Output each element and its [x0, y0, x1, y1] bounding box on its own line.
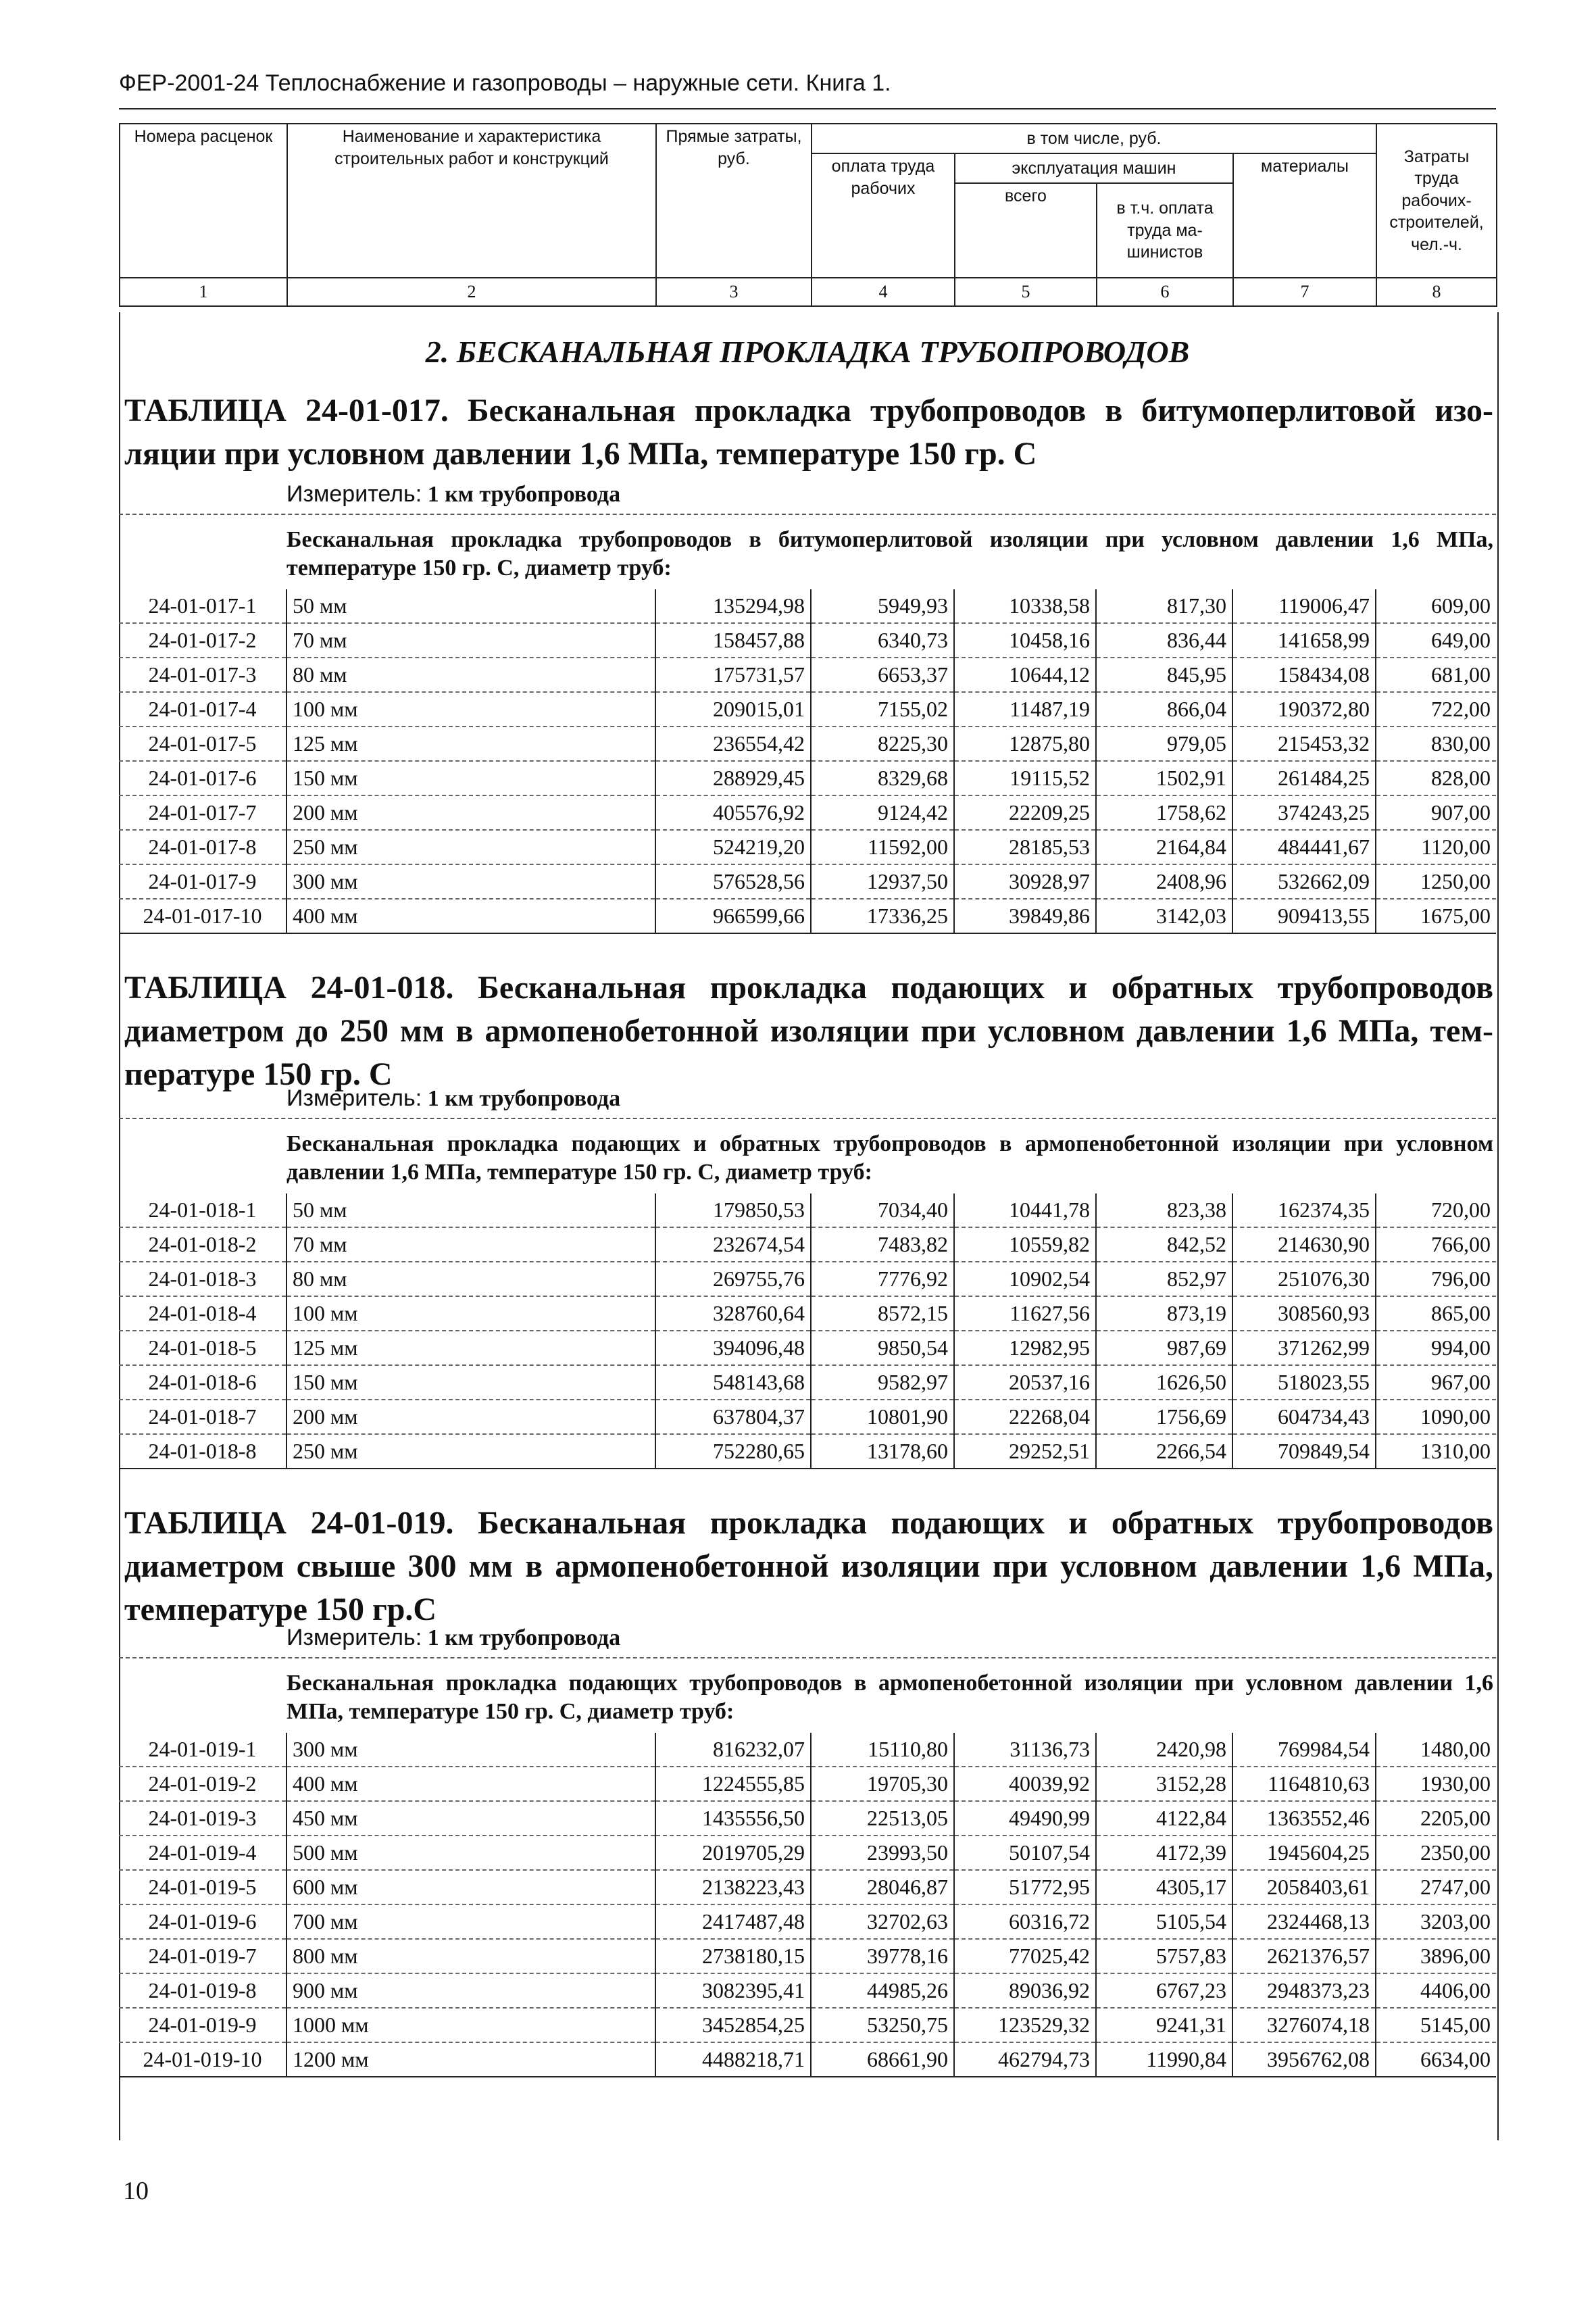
materials-cost: 1363552,46 — [1232, 1801, 1376, 1836]
meter-value: 1 км трубопровода — [427, 1086, 621, 1111]
direct-costs: 135294,98 — [655, 589, 811, 623]
pipe-diameter: 150 мм — [286, 761, 655, 795]
rate-code: 24-01-018-6 — [119, 1365, 286, 1400]
machines-labor-pay: 3152,28 — [1096, 1767, 1232, 1801]
machines-labor-pay: 4172,39 — [1096, 1836, 1232, 1870]
rate-code: 24-01-017-9 — [119, 864, 286, 899]
rate-code: 24-01-017-3 — [119, 658, 286, 692]
machines-total: 22268,04 — [954, 1400, 1096, 1434]
meter-018 — [286, 1085, 620, 1112]
materials-cost: 251076,30 — [1232, 1262, 1376, 1296]
direct-costs: 269755,76 — [655, 1262, 811, 1296]
section-title: 2. БЕСКАНАЛЬНАЯ ПРОКЛАДКА ТРУБОПРОВОДОВ — [425, 335, 1190, 369]
labor-hours: 1250,00 — [1376, 864, 1496, 899]
machines-labor-pay: 979,05 — [1096, 727, 1232, 761]
materials-cost: 374243,25 — [1232, 795, 1376, 830]
pipe-diameter: 80 мм — [286, 1262, 655, 1296]
group-heading-017: Бесканальная прокладка трубопроводов в битумоперлитовой изоляции при условном давлении 1,6 МПа, температуре 150 гр. С, диаметр труб: — [286, 527, 1493, 581]
table-row — [119, 899, 1496, 933]
table-title-018: ТАБЛИЦА 24-01-018. Бесканальная прокладка подающих и обратных трубопроводов диаметром до 250 мм в армопенобетонной изоляции при условном давлении 1,6 МПа, тем-пературе 150 гр. С — [124, 970, 1493, 1092]
labor-hours: 649,00 — [1376, 623, 1496, 658]
pipe-diameter: 200 мм — [286, 795, 655, 830]
table-row — [119, 795, 1496, 830]
machines-total: 12875,80 — [954, 727, 1096, 761]
machines-total: 29252,51 — [954, 1434, 1096, 1469]
materials-cost: 2324468,13 — [1232, 1904, 1376, 1939]
machines-labor-pay: 1626,50 — [1096, 1365, 1232, 1400]
machines-total: 77025,42 — [954, 1939, 1096, 1973]
direct-costs: 236554,42 — [655, 727, 811, 761]
machines-labor-pay: 3142,03 — [1096, 899, 1232, 933]
machines-total: 22209,25 — [954, 795, 1096, 830]
machines-labor-pay: 987,69 — [1096, 1331, 1232, 1365]
materials-cost: 2058403,61 — [1232, 1870, 1376, 1904]
meter-value: 1 км трубопровода — [427, 482, 621, 507]
labor-pay: 5949,93 — [811, 589, 954, 623]
pipe-diameter: 125 мм — [286, 727, 655, 761]
labor-pay: 44985,26 — [811, 1973, 954, 2008]
labor-hours: 796,00 — [1376, 1262, 1496, 1296]
pipe-diameter: 700 мм — [286, 1904, 655, 1939]
direct-costs: 4488218,71 — [655, 2042, 811, 2077]
materials-cost: 119006,47 — [1232, 589, 1376, 623]
table-row — [119, 1836, 1496, 1870]
materials-cost: 158434,08 — [1232, 658, 1376, 692]
header-including: в том числе, руб. — [812, 124, 1376, 153]
rate-code: 24-01-017-7 — [119, 795, 286, 830]
running-header: ФЕР-2001-24 Теплоснабжение и газопроводы – наружные сети. Книга 1. — [119, 70, 891, 96]
pipe-diameter: 150 мм — [286, 1365, 655, 1400]
rate-code: 24-01-019-8 — [119, 1973, 286, 2008]
machines-labor-pay: 852,97 — [1096, 1262, 1232, 1296]
header-num-7: 7 — [1233, 278, 1376, 306]
direct-costs: 576528,56 — [655, 864, 811, 899]
rate-code: 24-01-019-6 — [119, 1904, 286, 1939]
labor-pay: 39778,16 — [811, 1939, 954, 1973]
pipe-diameter: 1200 мм — [286, 2042, 655, 2077]
machines-total: 39849,86 — [954, 899, 1096, 933]
materials-cost: 3276074,18 — [1232, 2008, 1376, 2042]
labor-pay: 7034,40 — [811, 1193, 954, 1227]
materials-cost: 3956762,08 — [1232, 2042, 1376, 2077]
pipe-diameter: 800 мм — [286, 1939, 655, 1973]
machines-total: 30928,97 — [954, 864, 1096, 899]
divider-018 — [119, 1118, 1496, 1119]
direct-costs: 548143,68 — [655, 1365, 811, 1400]
labor-hours: 2350,00 — [1376, 1836, 1496, 1870]
labor-hours: 1480,00 — [1376, 1733, 1496, 1767]
header-rule — [119, 108, 1496, 109]
table-row — [119, 1870, 1496, 1904]
machines-total: 50107,54 — [954, 1836, 1096, 1870]
direct-costs: 1435556,50 — [655, 1801, 811, 1836]
pipe-diameter: 70 мм — [286, 623, 655, 658]
labor-hours: 865,00 — [1376, 1296, 1496, 1331]
header-machines: эксплуатация машин — [955, 153, 1233, 183]
materials-cost: 308560,93 — [1232, 1296, 1376, 1331]
page-number: 10 — [123, 2177, 149, 2205]
header-col-materials: материалы — [1233, 153, 1376, 278]
labor-hours: 1120,00 — [1376, 830, 1496, 864]
labor-pay: 7155,02 — [811, 692, 954, 727]
rates-table-019 — [119, 1733, 1496, 2077]
table-row — [119, 1434, 1496, 1469]
machines-total: 89036,92 — [954, 1973, 1096, 2008]
pipe-diameter: 100 мм — [286, 1296, 655, 1331]
direct-costs: 288929,45 — [655, 761, 811, 795]
labor-pay: 28046,87 — [811, 1870, 954, 1904]
machines-labor-pay: 2164,84 — [1096, 830, 1232, 864]
labor-hours: 2205,00 — [1376, 1801, 1496, 1836]
table-row — [119, 1296, 1496, 1331]
machines-total: 10458,16 — [954, 623, 1096, 658]
machines-labor-pay: 11990,84 — [1096, 2042, 1232, 2077]
machines-total: 31136,73 — [954, 1733, 1096, 1767]
machines-total: 12982,95 — [954, 1331, 1096, 1365]
labor-pay: 6653,37 — [811, 658, 954, 692]
direct-costs: 209015,01 — [655, 692, 811, 727]
pipe-diameter: 500 мм — [286, 1836, 655, 1870]
materials-cost: 2621376,57 — [1232, 1939, 1376, 1973]
group-heading-019: Бесканальная прокладка подающих трубопроводов в армопенобетонной изоляции при условном давлении 1,6 МПа, температуре 150 гр. С, диаметр труб: — [286, 1671, 1493, 1724]
divider-017 — [119, 514, 1496, 515]
rate-code: 24-01-017-5 — [119, 727, 286, 761]
header-col-machines-total: всего — [955, 183, 1097, 278]
table-row — [119, 1733, 1496, 1767]
labor-hours: 994,00 — [1376, 1331, 1496, 1365]
rate-code: 24-01-018-8 — [119, 1434, 286, 1469]
rate-code: 24-01-019-5 — [119, 1870, 286, 1904]
labor-hours: 3896,00 — [1376, 1939, 1496, 1973]
header-col-direct-costs: Прямые затраты, руб. — [656, 124, 812, 278]
labor-hours: 1675,00 — [1376, 899, 1496, 933]
rate-code: 24-01-019-7 — [119, 1939, 286, 1973]
labor-hours: 609,00 — [1376, 589, 1496, 623]
header-num-1: 1 — [120, 278, 287, 306]
table-row — [119, 1193, 1496, 1227]
materials-cost: 1164810,63 — [1232, 1767, 1376, 1801]
rate-code: 24-01-018-3 — [119, 1262, 286, 1296]
pipe-diameter: 80 мм — [286, 658, 655, 692]
table-row — [119, 761, 1496, 795]
labor-hours: 3203,00 — [1376, 1904, 1496, 1939]
direct-costs: 179850,53 — [655, 1193, 811, 1227]
header-num-5: 5 — [955, 278, 1097, 306]
pipe-diameter: 100 мм — [286, 692, 655, 727]
pipe-diameter: 125 мм — [286, 1331, 655, 1365]
pipe-diameter: 600 мм — [286, 1870, 655, 1904]
labor-pay: 15110,80 — [811, 1733, 954, 1767]
header-num-2: 2 — [287, 278, 656, 306]
table-row — [119, 727, 1496, 761]
labor-hours: 681,00 — [1376, 658, 1496, 692]
rate-code: 24-01-019-1 — [119, 1733, 286, 1767]
table-title-019: ТАБЛИЦА 24-01-019. Бесканальная прокладка подающих и обратных трубопроводов диаметром свыше 300 мм в армопенобетонной изоляции при условном давлении 1,6 МПа, температуре 150 гр.С — [124, 1505, 1493, 1627]
materials-cost: 162374,35 — [1232, 1193, 1376, 1227]
table-row — [119, 658, 1496, 692]
table-row — [119, 1801, 1496, 1836]
labor-hours: 907,00 — [1376, 795, 1496, 830]
table-title-017: ТАБЛИЦА 24-01-017. Бесканальная прокладка трубопроводов в битумоперлитовой изо-ляции при условном давлении 1,6 МПа, температуре 150 гр. С — [124, 393, 1493, 472]
machines-labor-pay: 823,38 — [1096, 1193, 1232, 1227]
table-row — [119, 1767, 1496, 1801]
pipe-diameter: 50 мм — [286, 1193, 655, 1227]
direct-costs: 328760,64 — [655, 1296, 811, 1331]
header-num-6: 6 — [1097, 278, 1233, 306]
rate-code: 24-01-019-3 — [119, 1801, 286, 1836]
labor-pay: 9582,97 — [811, 1365, 954, 1400]
rate-code: 24-01-017-4 — [119, 692, 286, 727]
pipe-diameter: 300 мм — [286, 864, 655, 899]
rates-table-017 — [119, 589, 1496, 934]
divider-019 — [119, 1657, 1496, 1658]
labor-pay: 8329,68 — [811, 761, 954, 795]
group-heading-018: Бесканальная прокладка подающих и обратных трубопроводов в армопенобетонной изоляции при условном давлении 1,6 МПа, температуре 150 гр. С, диаметр труб: — [286, 1131, 1493, 1185]
machines-labor-pay: 842,52 — [1096, 1227, 1232, 1262]
labor-hours: 967,00 — [1376, 1365, 1496, 1400]
labor-hours: 6634,00 — [1376, 2042, 1496, 2077]
table-row — [119, 623, 1496, 658]
table-row — [119, 692, 1496, 727]
header-col-labor-pay: оплата труда рабочих — [812, 153, 955, 278]
rate-code: 24-01-018-4 — [119, 1296, 286, 1331]
rate-code: 24-01-017-8 — [119, 830, 286, 864]
header-col-labor-hours: Затраты труда рабочих-строителей, чел.-ч. — [1376, 124, 1497, 278]
machines-labor-pay: 2408,96 — [1096, 864, 1232, 899]
direct-costs: 816232,07 — [655, 1733, 811, 1767]
direct-costs: 2138223,43 — [655, 1870, 811, 1904]
table-row — [119, 1365, 1496, 1400]
labor-pay: 68661,90 — [811, 2042, 954, 2077]
labor-pay: 53250,75 — [811, 2008, 954, 2042]
machines-labor-pay: 4305,17 — [1096, 1870, 1232, 1904]
labor-pay: 6340,73 — [811, 623, 954, 658]
materials-cost: 532662,09 — [1232, 864, 1376, 899]
machines-total: 10902,54 — [954, 1262, 1096, 1296]
machines-total: 51772,95 — [954, 1870, 1096, 1904]
direct-costs: 752280,65 — [655, 1434, 811, 1469]
pipe-diameter: 400 мм — [286, 1767, 655, 1801]
direct-costs: 524219,20 — [655, 830, 811, 864]
pipe-diameter: 300 мм — [286, 1733, 655, 1767]
direct-costs: 158457,88 — [655, 623, 811, 658]
header-col-number: Номера расценок — [120, 124, 287, 278]
machines-total: 28185,53 — [954, 830, 1096, 864]
materials-cost: 141658,99 — [1232, 623, 1376, 658]
rate-code: 24-01-019-4 — [119, 1836, 286, 1870]
labor-pay: 13178,60 — [811, 1434, 954, 1469]
header-num-4: 4 — [812, 278, 955, 306]
labor-hours: 766,00 — [1376, 1227, 1496, 1262]
machines-labor-pay: 845,95 — [1096, 658, 1232, 692]
machines-labor-pay: 4122,84 — [1096, 1801, 1232, 1836]
machines-total: 10644,12 — [954, 658, 1096, 692]
materials-cost: 371262,99 — [1232, 1331, 1376, 1365]
machines-labor-pay: 5757,83 — [1096, 1939, 1232, 1973]
materials-cost: 1945604,25 — [1232, 1836, 1376, 1870]
column-header-table — [119, 123, 1497, 307]
labor-pay: 22513,05 — [811, 1801, 954, 1836]
machines-total: 123529,32 — [954, 2008, 1096, 2042]
machines-total: 60316,72 — [954, 1904, 1096, 1939]
materials-cost: 215453,32 — [1232, 727, 1376, 761]
machines-labor-pay: 1502,91 — [1096, 761, 1232, 795]
labor-pay: 12937,50 — [811, 864, 954, 899]
labor-pay: 23993,50 — [811, 1836, 954, 1870]
direct-costs: 637804,37 — [655, 1400, 811, 1434]
machines-total: 10338,58 — [954, 589, 1096, 623]
labor-pay: 19705,30 — [811, 1767, 954, 1801]
machines-labor-pay: 1758,62 — [1096, 795, 1232, 830]
rates-table-018 — [119, 1193, 1496, 1469]
materials-cost: 2948373,23 — [1232, 1973, 1376, 2008]
labor-hours: 722,00 — [1376, 692, 1496, 727]
labor-hours: 1310,00 — [1376, 1434, 1496, 1469]
labor-pay: 8572,15 — [811, 1296, 954, 1331]
labor-hours: 828,00 — [1376, 761, 1496, 795]
direct-costs: 2738180,15 — [655, 1939, 811, 1973]
labor-hours: 830,00 — [1376, 727, 1496, 761]
machines-labor-pay: 873,19 — [1096, 1296, 1232, 1331]
rate-code: 24-01-019-10 — [119, 2042, 286, 2077]
table-row — [119, 1973, 1496, 2008]
table-row — [119, 864, 1496, 899]
direct-costs: 2417487,48 — [655, 1904, 811, 1939]
materials-cost: 909413,55 — [1232, 899, 1376, 933]
labor-pay: 32702,63 — [811, 1904, 954, 1939]
labor-pay: 10801,90 — [811, 1400, 954, 1434]
materials-cost: 190372,80 — [1232, 692, 1376, 727]
rate-code: 24-01-017-2 — [119, 623, 286, 658]
machines-labor-pay: 866,04 — [1096, 692, 1232, 727]
machines-total: 49490,99 — [954, 1801, 1096, 1836]
rate-code: 24-01-018-7 — [119, 1400, 286, 1434]
machines-total: 462794,73 — [954, 2042, 1096, 2077]
header-num-3: 3 — [656, 278, 812, 306]
machines-labor-pay: 1756,69 — [1096, 1400, 1232, 1434]
machines-labor-pay: 6767,23 — [1096, 1973, 1232, 2008]
labor-pay: 9850,54 — [811, 1331, 954, 1365]
table-row — [119, 2042, 1496, 2077]
direct-costs: 405576,92 — [655, 795, 811, 830]
header-num-8: 8 — [1376, 278, 1497, 306]
pipe-diameter: 450 мм — [286, 1801, 655, 1836]
pipe-diameter: 400 мм — [286, 899, 655, 933]
direct-costs: 232674,54 — [655, 1227, 811, 1262]
labor-pay: 17336,25 — [811, 899, 954, 933]
meter-label: Измеритель: — [286, 1085, 422, 1111]
header-col-machines-labor: в т.ч. оплата труда ма-шинистов — [1097, 183, 1233, 278]
machines-labor-pay: 9241,31 — [1096, 2008, 1232, 2042]
materials-cost: 518023,55 — [1232, 1365, 1376, 1400]
pipe-diameter: 900 мм — [286, 1973, 655, 2008]
materials-cost: 709849,54 — [1232, 1434, 1376, 1469]
meter-019 — [286, 1625, 620, 1651]
direct-costs: 3452854,25 — [655, 2008, 811, 2042]
direct-costs: 966599,66 — [655, 899, 811, 933]
machines-labor-pay: 817,30 — [1096, 589, 1232, 623]
labor-hours: 2747,00 — [1376, 1870, 1496, 1904]
materials-cost: 484441,67 — [1232, 830, 1376, 864]
table-row — [119, 830, 1496, 864]
pipe-diameter: 200 мм — [286, 1400, 655, 1434]
machines-total: 10441,78 — [954, 1193, 1096, 1227]
materials-cost: 261484,25 — [1232, 761, 1376, 795]
rate-code: 24-01-018-1 — [119, 1193, 286, 1227]
materials-cost: 604734,43 — [1232, 1400, 1376, 1434]
machines-total: 19115,52 — [954, 761, 1096, 795]
machines-total: 11487,19 — [954, 692, 1096, 727]
meter-label: Измеритель: — [286, 1625, 422, 1650]
table-row — [119, 1400, 1496, 1434]
machines-labor-pay: 5105,54 — [1096, 1904, 1232, 1939]
direct-costs: 394096,48 — [655, 1331, 811, 1365]
rate-code: 24-01-017-1 — [119, 589, 286, 623]
pipe-diameter: 1000 мм — [286, 2008, 655, 2042]
pipe-diameter: 250 мм — [286, 1434, 655, 1469]
labor-pay: 8225,30 — [811, 727, 954, 761]
rate-code: 24-01-019-2 — [119, 1767, 286, 1801]
meter-label: Измеритель: — [286, 481, 422, 507]
labor-pay: 11592,00 — [811, 830, 954, 864]
labor-hours: 1930,00 — [1376, 1767, 1496, 1801]
direct-costs: 175731,57 — [655, 658, 811, 692]
labor-hours: 720,00 — [1376, 1193, 1496, 1227]
rate-code: 24-01-018-2 — [119, 1227, 286, 1262]
machines-total: 20537,16 — [954, 1365, 1096, 1400]
machines-labor-pay: 836,44 — [1096, 623, 1232, 658]
materials-cost: 769984,54 — [1232, 1733, 1376, 1767]
rate-code: 24-01-017-10 — [119, 899, 286, 933]
pipe-diameter: 250 мм — [286, 830, 655, 864]
direct-costs: 1224555,85 — [655, 1767, 811, 1801]
materials-cost: 214630,90 — [1232, 1227, 1376, 1262]
table-row — [119, 1331, 1496, 1365]
rate-code: 24-01-018-5 — [119, 1331, 286, 1365]
table-row — [119, 1939, 1496, 1973]
machines-labor-pay: 2420,98 — [1096, 1733, 1232, 1767]
meter-value: 1 км трубопровода — [427, 1625, 621, 1650]
meter-017 — [286, 481, 620, 508]
table-row — [119, 1262, 1496, 1296]
direct-costs: 2019705,29 — [655, 1836, 811, 1870]
labor-pay: 7483,82 — [811, 1227, 954, 1262]
machines-total: 11627,56 — [954, 1296, 1096, 1331]
rate-code: 24-01-017-6 — [119, 761, 286, 795]
pipe-diameter: 70 мм — [286, 1227, 655, 1262]
table-row — [119, 2008, 1496, 2042]
labor-hours: 4406,00 — [1376, 1973, 1496, 2008]
table-row — [119, 1904, 1496, 1939]
machines-total: 10559,82 — [954, 1227, 1096, 1262]
rate-code: 24-01-019-9 — [119, 2008, 286, 2042]
header-col-name: Наименование и характеристика строительных работ и конструкций — [287, 124, 656, 278]
labor-hours: 5145,00 — [1376, 2008, 1496, 2042]
table-row — [119, 589, 1496, 623]
pipe-diameter: 50 мм — [286, 589, 655, 623]
labor-pay: 9124,42 — [811, 795, 954, 830]
labor-hours: 1090,00 — [1376, 1400, 1496, 1434]
labor-pay: 7776,92 — [811, 1262, 954, 1296]
machines-total: 40039,92 — [954, 1767, 1096, 1801]
table-row — [119, 1227, 1496, 1262]
direct-costs: 3082395,41 — [655, 1973, 811, 2008]
machines-labor-pay: 2266,54 — [1096, 1434, 1232, 1469]
